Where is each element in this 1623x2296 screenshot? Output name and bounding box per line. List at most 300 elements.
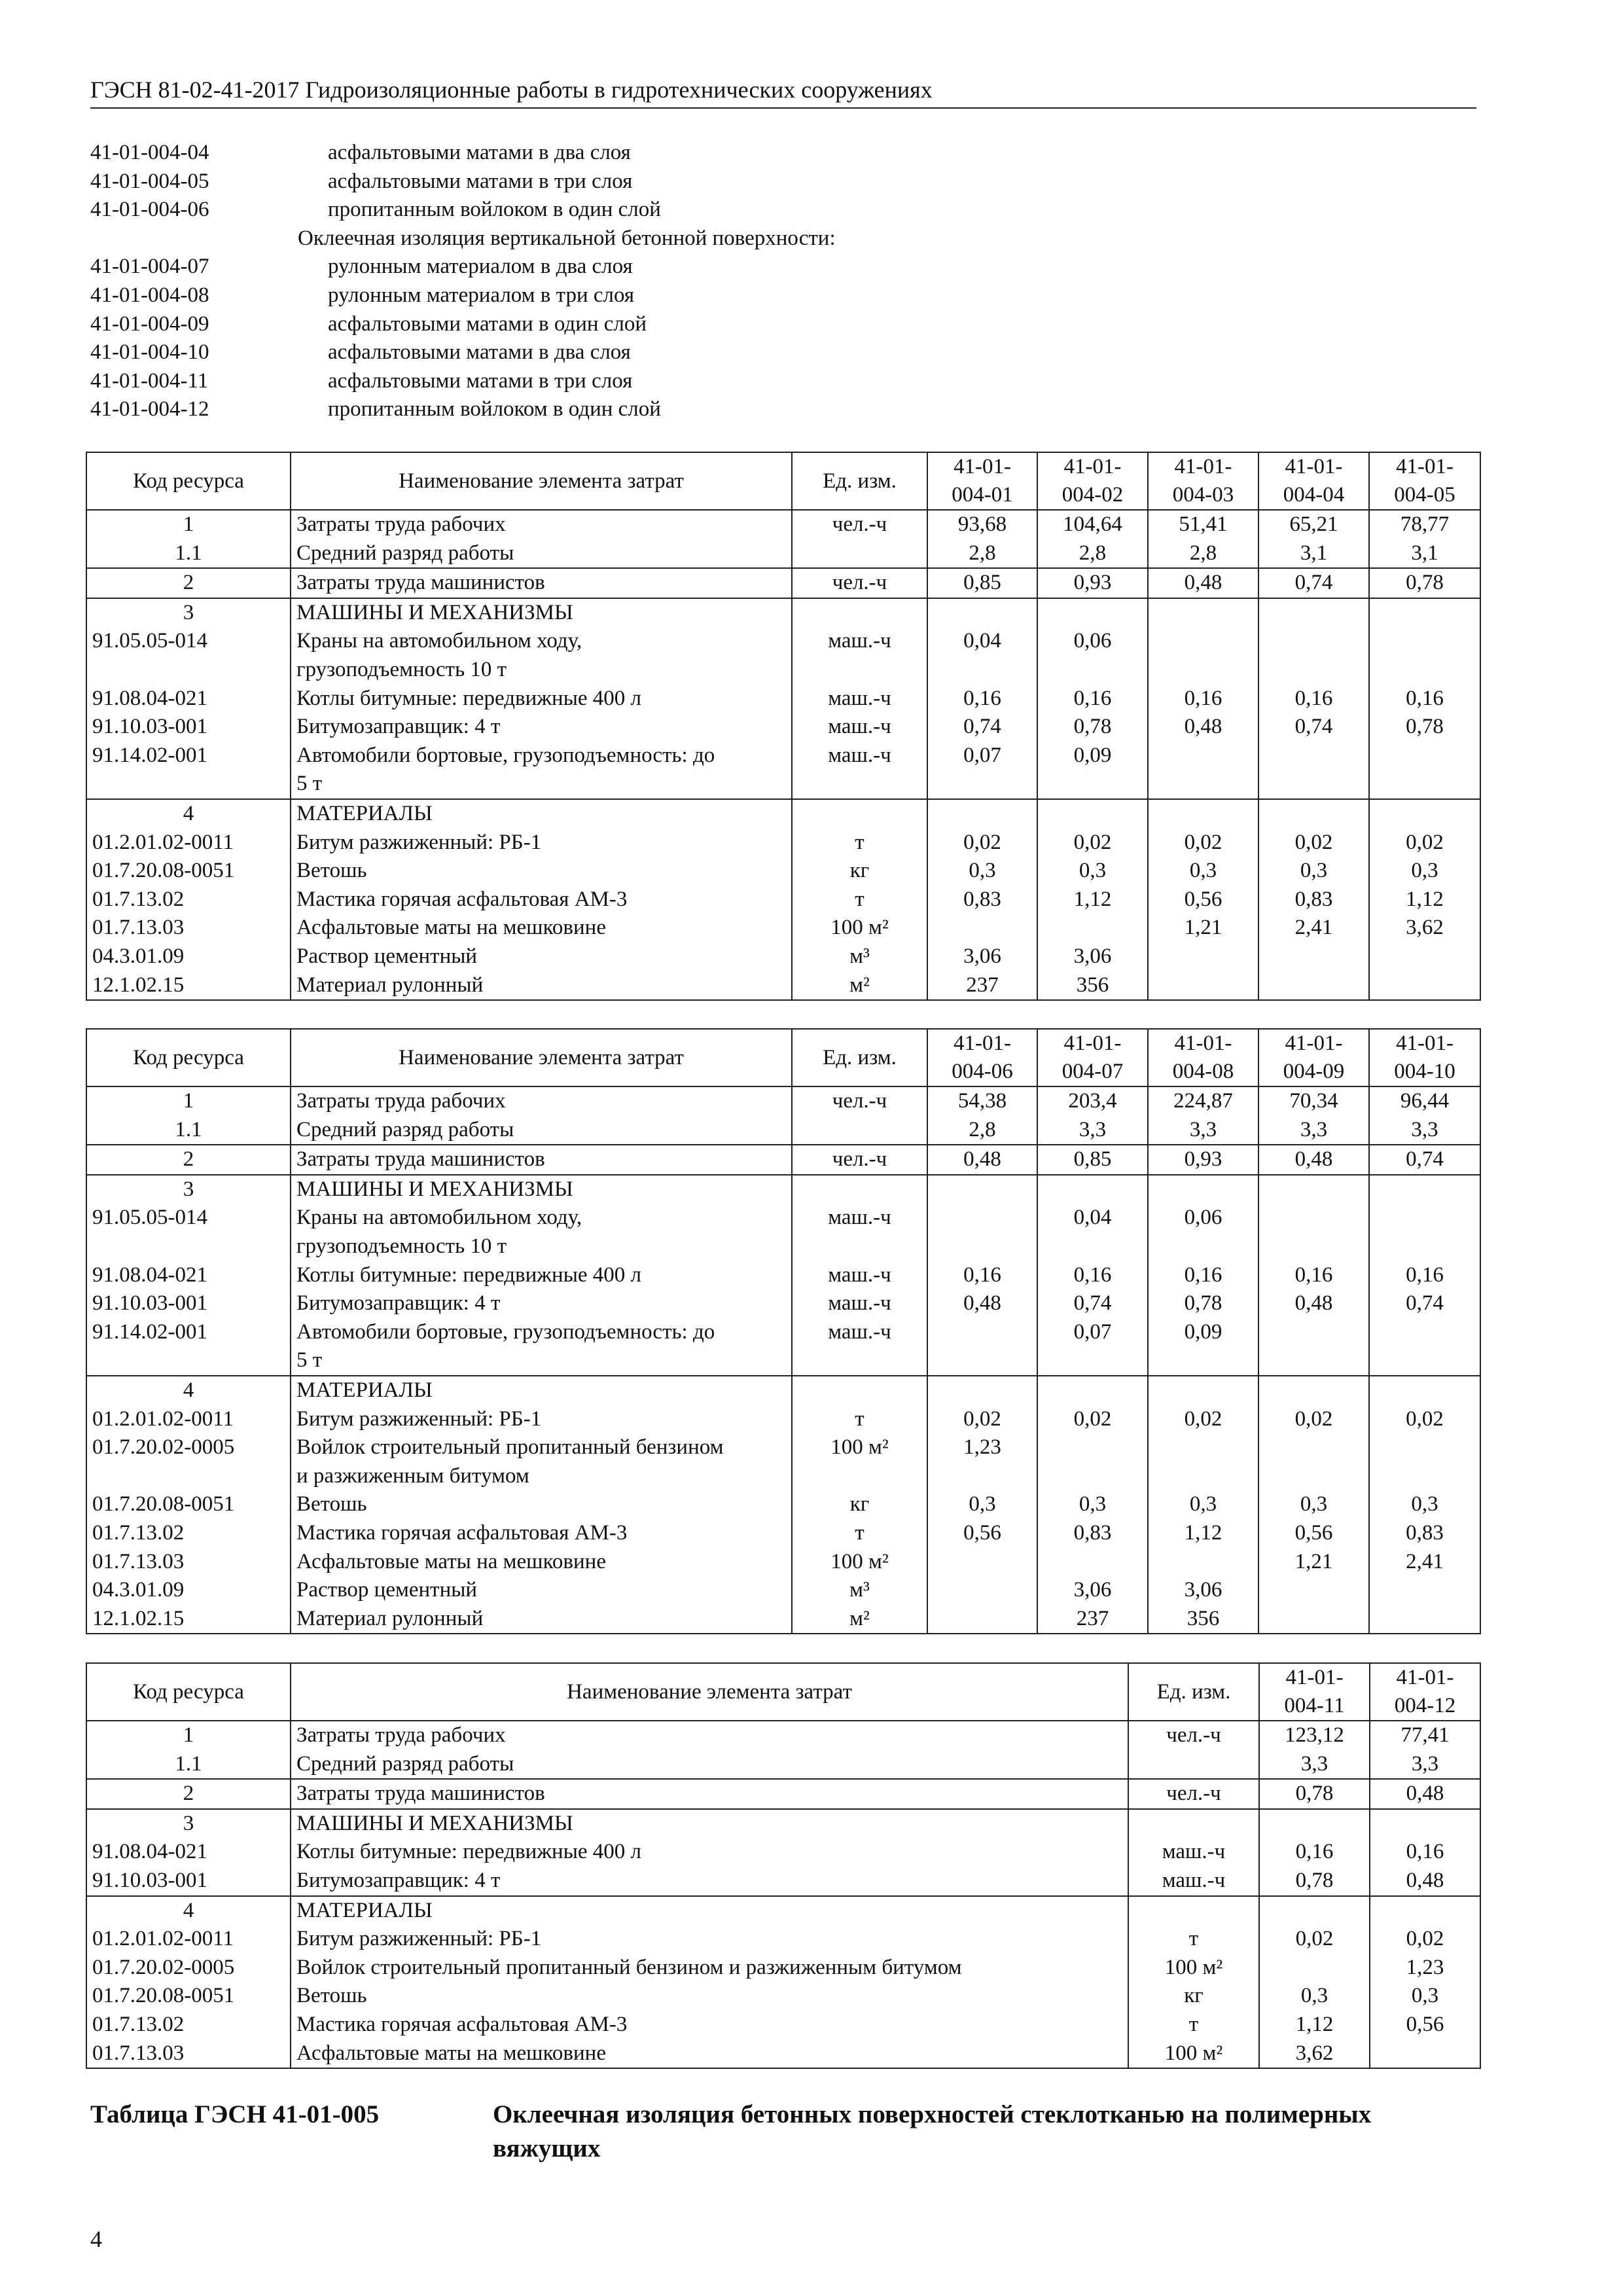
resource-unit: т [792, 829, 927, 857]
resource-value: 65,21 [1258, 510, 1369, 539]
resource-name: Затраты труда рабочих [291, 1721, 1128, 1750]
resource-code: 01.7.13.02 [86, 886, 291, 914]
table-row [86, 568, 1480, 598]
caption-text: Оклеечная изоляция бетонных поверхностей стеклотканью на полимерных вяжущих [493, 2100, 1372, 2162]
column-header-norm [1258, 1029, 1369, 1086]
resource-unit: чел.-ч [792, 568, 927, 598]
resource-code: 91.14.02-001 [86, 742, 291, 799]
resource-code: 1.1 [86, 1116, 291, 1145]
resource-value: 0,3 [1258, 1490, 1369, 1519]
resource-name: Мастика горячая асфальтовая АМ-3 [291, 886, 792, 914]
resource-value: 0,02 [1258, 829, 1369, 857]
page-header: ГЭСН 81-02-41-2017 Гидроизоляционные работы в гидротехнических сооружениях [90, 73, 1476, 109]
table-row [86, 857, 1480, 886]
resource-unit [1128, 1896, 1259, 1926]
resource-value: 0,3 [1369, 1490, 1480, 1519]
resource-unit [1128, 1750, 1259, 1780]
resource-code: 1 [86, 1721, 291, 1750]
resource-value: 3,3 [1148, 1116, 1258, 1145]
resource-value: 0,85 [927, 568, 1037, 598]
resource-unit: м² [792, 971, 927, 1001]
work-list-item [90, 395, 1476, 424]
table-row [86, 1925, 1480, 1954]
resource-value: 3,3 [1370, 1750, 1480, 1780]
resource-value: 0,74 [1258, 568, 1369, 598]
resource-unit [792, 1116, 927, 1145]
resource-name: МАТЕРИАЛЫ [291, 799, 792, 829]
resource-value: 0,16 [1369, 1261, 1480, 1290]
resource-value: 3,06 [1148, 1576, 1258, 1605]
resource-name: Битум разжиженный: РБ-1 [291, 1405, 792, 1434]
resource-name: Материал рулонный [291, 1605, 792, 1634]
resource-value: 0,3 [1258, 857, 1369, 886]
resource-name: Раствор цементный [291, 1576, 792, 1605]
table-row [86, 1289, 1480, 1318]
norm-code-line: 41-01- [1063, 455, 1122, 478]
work-description: рулонным материалом в два слоя [328, 255, 633, 279]
resource-code: 3 [86, 598, 291, 628]
column-header-unit: Ед. изм. [792, 452, 927, 510]
norm-code-line: 41-01- [1285, 455, 1343, 478]
resource-name: Ветошь [291, 1490, 792, 1519]
resource-value [927, 1548, 1037, 1577]
resource-value: 1,23 [1370, 1954, 1480, 1982]
resource-code: 01.7.20.02-0005 [86, 1954, 291, 1982]
resource-unit: кг [792, 857, 927, 886]
resource-value [1369, 1376, 1480, 1405]
resource-name: Котлы битумные: передвижные 400 л [291, 1261, 792, 1290]
norm-code-line: 004-10 [1394, 1060, 1455, 1083]
page-number: 4 [90, 2226, 102, 2252]
resource-code: 91.05.05-014 [86, 627, 291, 684]
resource-value: 51,41 [1148, 510, 1258, 539]
resource-value: 0,74 [1369, 1289, 1480, 1318]
resource-unit: м³ [792, 1576, 927, 1605]
resource-name-line: Войлок строительный пропитанный бензином [296, 1435, 724, 1460]
resource-value [1258, 1605, 1369, 1634]
table-header-row [86, 1663, 1480, 1721]
norm-code-line: 41-01- [1174, 1031, 1232, 1055]
resource-value [1259, 1954, 1370, 1982]
resource-value: 0,04 [927, 627, 1037, 684]
column-header-norm [1148, 452, 1258, 510]
resource-unit: чел.-ч [792, 1145, 927, 1175]
resource-value: 0,02 [927, 1405, 1037, 1434]
resource-value [1148, 971, 1258, 1001]
resource-value [927, 799, 1037, 829]
column-header-norm [927, 452, 1037, 510]
resource-value: 3,06 [927, 942, 1037, 971]
resource-name: Битум разжиженный: РБ-1 [291, 829, 792, 857]
resource-value: 0,02 [1258, 1405, 1369, 1434]
resource-value: 0,02 [1148, 1405, 1258, 1434]
resource-value: 237 [927, 971, 1037, 1001]
resource-value: 0,74 [927, 713, 1037, 742]
resource-code: 01.7.13.02 [86, 2011, 291, 2039]
resource-value: 0,3 [927, 857, 1037, 886]
resource-name: Асфальтовые маты на мешковине [291, 1548, 792, 1577]
resource-unit: маш.-ч [792, 685, 927, 713]
table-row [86, 829, 1480, 857]
resource-value: 0,3 [1259, 1982, 1370, 2011]
norm-code-line: 004-08 [1172, 1060, 1234, 1083]
resource-value: 0,48 [927, 1145, 1037, 1175]
resource-value [1369, 799, 1480, 829]
resource-name [291, 1204, 792, 1261]
resource-name: Затраты труда рабочих [291, 510, 792, 539]
column-header-code: Код ресурса [86, 1663, 291, 1721]
resource-value [1258, 799, 1369, 829]
resource-code: 01.7.20.08-0051 [86, 1490, 291, 1519]
resource-unit: т [1128, 2011, 1259, 2039]
resource-name-line: 5 т [296, 772, 323, 796]
resource-value [1148, 742, 1258, 799]
work-list-item [90, 367, 1476, 396]
resource-value: 3,06 [1037, 942, 1148, 971]
table-row [86, 539, 1480, 569]
work-code: 41-01-004-12 [90, 397, 209, 422]
table-row [86, 1519, 1480, 1548]
table-row [86, 627, 1480, 684]
resource-value: 0,78 [1148, 1289, 1258, 1318]
resource-value: 1,23 [927, 1433, 1037, 1490]
resource-value [1258, 971, 1369, 1001]
resource-value [1037, 598, 1148, 628]
resource-unit: м² [792, 1605, 927, 1634]
norm-code-line: 004-02 [1061, 483, 1124, 507]
resource-value [1037, 1175, 1148, 1204]
resource-name: Ветошь [291, 1982, 1128, 2011]
resource-value: 0,3 [1148, 1490, 1258, 1519]
column-header-norm [1369, 1029, 1480, 1086]
table-row [86, 942, 1480, 971]
resource-unit: чел.-ч [1128, 1779, 1259, 1809]
work-description: пропитанным войлоком в один слой [328, 198, 661, 222]
resource-unit: т [792, 1405, 927, 1434]
resource-value: 0,07 [927, 742, 1037, 799]
resource-value [1148, 1548, 1258, 1577]
work-code: 41-01-004-06 [90, 198, 209, 222]
table-row [86, 1605, 1480, 1634]
resource-value: 0,09 [1148, 1318, 1258, 1376]
norm-code-line: 004-11 [1284, 1694, 1345, 1717]
resource-name-line: Автомобили бортовые, грузоподъемность: до [296, 743, 715, 767]
resource-code: 04.3.01.09 [86, 1576, 291, 1605]
resource-value [927, 914, 1037, 942]
work-code: 41-01-004-05 [90, 169, 209, 193]
resource-value [927, 598, 1037, 628]
resource-value: 3,3 [1369, 1116, 1480, 1145]
resource-value: 1,21 [1258, 1548, 1369, 1577]
resource-value: 0,83 [1258, 886, 1369, 914]
table-row [86, 1548, 1480, 1577]
resource-name: Затраты труда машинистов [291, 1779, 1128, 1809]
resource-value: 0,16 [1148, 1261, 1258, 1290]
resource-value [1258, 1376, 1369, 1405]
resource-code: 12.1.02.15 [86, 1605, 291, 1634]
table-row [86, 713, 1480, 742]
resource-code: 01.7.20.02-0005 [86, 1433, 291, 1490]
norm-code-line: 004-09 [1283, 1060, 1345, 1083]
table-header-row [86, 452, 1480, 510]
resource-value [1369, 1318, 1480, 1376]
resource-value [1148, 598, 1258, 628]
resource-value: 0,16 [1037, 1261, 1148, 1290]
resource-name: Мастика горячая асфальтовая АМ-3 [291, 1519, 792, 1548]
table-row [86, 1376, 1480, 1405]
resource-value: 2,8 [927, 1116, 1037, 1145]
resource-code: 4 [86, 1376, 291, 1405]
table-row [86, 1576, 1480, 1605]
resource-value [1258, 598, 1369, 628]
table-row [86, 799, 1480, 829]
work-description: асфальтовыми матами в два слоя [328, 141, 631, 164]
table-row [86, 1809, 1480, 1839]
resource-value: 237 [1037, 1605, 1148, 1634]
resource-table-2 [86, 1028, 1481, 1634]
resource-code: 3 [86, 1809, 291, 1839]
resource-value [1037, 1433, 1148, 1490]
resource-value [1148, 799, 1258, 829]
resource-value: 0,02 [1369, 1405, 1480, 1434]
work-description: асфальтовыми матами в три слоя [328, 368, 633, 393]
table-row [86, 914, 1480, 942]
resource-code: 91.08.04-021 [86, 1838, 291, 1867]
resource-code: 2 [86, 568, 291, 598]
resource-value [1259, 1896, 1370, 1926]
norm-code-line: 41-01- [954, 455, 1011, 478]
resource-name-line: 5 т [296, 1348, 323, 1372]
resource-value [1258, 627, 1369, 684]
resource-name: Котлы битумные: передвижные 400 л [291, 685, 792, 713]
resource-unit [792, 598, 927, 628]
table-row [86, 1318, 1480, 1376]
resource-name: Асфальтовые маты на мешковине [291, 914, 792, 942]
work-code: 41-01-004-10 [90, 340, 209, 365]
resource-unit [792, 799, 927, 829]
resource-value: 0,83 [1369, 1519, 1480, 1548]
resource-name: Затраты труда рабочих [291, 1086, 792, 1116]
resource-value: 2,41 [1369, 1548, 1480, 1577]
resource-value [1370, 2039, 1480, 2069]
resource-code: 91.10.03-001 [86, 713, 291, 742]
work-description: асфальтовыми матами в два слоя [328, 340, 631, 365]
resource-value: 0,07 [1037, 1318, 1148, 1376]
table-row [86, 510, 1480, 539]
norm-code-line: 41-01- [1285, 1031, 1343, 1055]
work-description: асфальтовыми матами в три слоя [328, 169, 633, 193]
work-list-item [90, 168, 1476, 196]
resource-value [1369, 1605, 1480, 1634]
resource-value: 54,38 [927, 1086, 1037, 1116]
resource-unit: чел.-ч [1128, 1721, 1259, 1750]
resource-value: 3,06 [1037, 1576, 1148, 1605]
resource-name: Битум разжиженный: РБ-1 [291, 1925, 1128, 1954]
resource-unit: м³ [792, 942, 927, 971]
work-code: 41-01-004-09 [90, 312, 209, 336]
resource-code: 91.10.03-001 [86, 1867, 291, 1896]
resource-unit: чел.-ч [792, 1086, 927, 1116]
table-row [86, 1086, 1480, 1116]
caption-label: Таблица ГЭСН 41-01-005 [90, 2100, 380, 2128]
resource-code: 01.7.20.08-0051 [86, 1982, 291, 2011]
column-header-norm [1259, 1663, 1370, 1721]
table-row [86, 1204, 1480, 1261]
resource-code: 3 [86, 1175, 291, 1204]
resource-code: 91.08.04-021 [86, 1261, 291, 1290]
resource-unit: 100 м² [792, 1548, 927, 1577]
resource-value: 0,16 [1148, 685, 1258, 713]
resource-name: МАШИНЫ И МЕХАНИЗМЫ [291, 1809, 1128, 1839]
resource-unit: чел.-ч [792, 510, 927, 539]
table-row [86, 1145, 1480, 1175]
resource-value: 0,16 [927, 685, 1037, 713]
resource-value: 0,56 [1148, 886, 1258, 914]
resource-value: 3,1 [1258, 539, 1369, 569]
resource-value [927, 1576, 1037, 1605]
norm-code-line: 41-01- [1285, 1666, 1344, 1689]
resource-name [291, 742, 792, 799]
column-header-norm [1258, 452, 1369, 510]
resource-unit: 100 м² [792, 914, 927, 942]
resource-value [1258, 1175, 1369, 1204]
resource-value: 123,12 [1259, 1721, 1370, 1750]
resource-name-line: и разжиженным битумом [296, 1463, 529, 1488]
resource-name: Войлок строительный пропитанный бензином и разжиженным битумом [291, 1954, 1128, 1982]
resource-value: 0,06 [1037, 627, 1148, 684]
column-header-name: Наименование элемента затрат [291, 452, 792, 510]
resource-unit: маш.-ч [792, 1318, 927, 1376]
resource-value [1258, 1433, 1369, 1490]
resource-value: 0,3 [1037, 857, 1148, 886]
norm-code-line: 004-03 [1172, 483, 1234, 507]
norm-code-line: 004-01 [952, 483, 1013, 507]
resource-unit: т [792, 1519, 927, 1548]
table-row [86, 1838, 1480, 1867]
resource-unit: маш.-ч [792, 627, 927, 684]
resource-code: 91.14.02-001 [86, 1318, 291, 1376]
resource-name: Ветошь [291, 857, 792, 886]
work-list [90, 139, 1476, 424]
resource-table-3 [86, 1662, 1481, 2069]
resource-value: 0,04 [1037, 1204, 1148, 1261]
column-header-unit: Ед. изм. [792, 1029, 927, 1086]
norm-code-line: 004-12 [1394, 1694, 1456, 1717]
resource-name: Котлы битумные: передвижные 400 л [291, 1838, 1128, 1867]
resource-unit [792, 539, 927, 569]
resource-value: 0,83 [927, 886, 1037, 914]
norm-code-line: 41-01- [954, 1031, 1011, 1055]
resource-name [291, 1318, 792, 1376]
norm-code-line: 004-04 [1283, 483, 1345, 507]
resource-value: 0,48 [927, 1289, 1037, 1318]
table-row [86, 1867, 1480, 1896]
resource-code: 04.3.01.09 [86, 942, 291, 971]
resource-value [1258, 1204, 1369, 1261]
resource-value [927, 1605, 1037, 1634]
work-code: 41-01-004-08 [90, 283, 209, 307]
table-row [86, 1490, 1480, 1519]
resource-unit: т [792, 886, 927, 914]
resource-code: 01.2.01.02-0011 [86, 1405, 291, 1434]
resource-unit: 100 м² [792, 1433, 927, 1490]
resource-value: 0,16 [927, 1261, 1037, 1290]
norm-code-line: 41-01- [1396, 1031, 1454, 1055]
work-code: 41-01-004-04 [90, 141, 209, 164]
table-row [86, 1261, 1480, 1290]
resource-code: 2 [86, 1145, 291, 1175]
resource-value [1369, 598, 1480, 628]
work-description: рулонным материалом в три слоя [328, 283, 635, 307]
table-row [86, 1721, 1480, 1750]
resource-value: 0,02 [1370, 1925, 1480, 1954]
resource-name: Средний разряд работы [291, 1116, 792, 1145]
resource-name: Битумозаправщик: 4 т [291, 1289, 792, 1318]
resource-value: 3,1 [1369, 539, 1480, 569]
resource-value [1037, 914, 1148, 942]
resource-value: 0,78 [1259, 1779, 1370, 1809]
resource-value: 0,16 [1037, 685, 1148, 713]
norm-code-line: 41-01- [1396, 455, 1454, 478]
resource-value [1258, 1576, 1369, 1605]
resource-value: 0,02 [1037, 829, 1148, 857]
resource-value: 0,3 [1148, 857, 1258, 886]
resource-name: МАШИНЫ И МЕХАНИЗМЫ [291, 598, 792, 628]
table-row [86, 1954, 1480, 1982]
resource-unit [792, 1175, 927, 1204]
resource-value: 0,3 [1369, 857, 1480, 886]
resource-code: 91.05.05-014 [86, 1204, 291, 1261]
resource-unit: 100 м² [1128, 2039, 1259, 2069]
resource-value: 70,34 [1258, 1086, 1369, 1116]
resource-value [1370, 1809, 1480, 1839]
resource-name-line: Краны на автомобильном ходу, [296, 1206, 582, 1230]
table-row [86, 685, 1480, 713]
resource-value [1037, 1376, 1148, 1405]
table-row [86, 1433, 1480, 1490]
table-row [86, 886, 1480, 914]
resource-name-line: Автомобили бортовые, грузоподъемность: до [296, 1319, 715, 1344]
resource-value: 3,62 [1369, 914, 1480, 942]
resource-value: 77,41 [1370, 1721, 1480, 1750]
resource-unit: маш.-ч [792, 1261, 927, 1290]
resource-value: 0,02 [1369, 829, 1480, 857]
resource-value: 0,09 [1037, 742, 1148, 799]
resource-code: 2 [86, 1779, 291, 1809]
resource-value [1369, 1175, 1480, 1204]
resource-unit: маш.-ч [792, 713, 927, 742]
resource-value: 0,74 [1258, 713, 1369, 742]
resource-value: 0,16 [1369, 685, 1480, 713]
resource-value [1369, 1433, 1480, 1490]
work-group-heading: Оклеечная изоляция вертикальной бетонной поверхности: [298, 226, 836, 250]
column-header-name: Наименование элемента затрат [291, 1663, 1128, 1721]
resource-name: Затраты труда машинистов [291, 1145, 792, 1175]
table-row [86, 2039, 1480, 2069]
resource-name-line: грузоподъемность 10 т [296, 1234, 507, 1258]
table-row [86, 742, 1480, 799]
resource-name: МАТЕРИАЛЫ [291, 1376, 792, 1405]
resource-value: 203,4 [1037, 1086, 1148, 1116]
resource-code: 1.1 [86, 1750, 291, 1780]
table-row [86, 2011, 1480, 2039]
resource-code: 01.2.01.02-0011 [86, 1925, 291, 1954]
resource-name: Материал рулонный [291, 971, 792, 1001]
resource-value [1369, 627, 1480, 684]
resource-value: 0,06 [1148, 1204, 1258, 1261]
resource-name: МАТЕРИАЛЫ [291, 1896, 1128, 1926]
resource-value: 3,62 [1259, 2039, 1370, 2069]
